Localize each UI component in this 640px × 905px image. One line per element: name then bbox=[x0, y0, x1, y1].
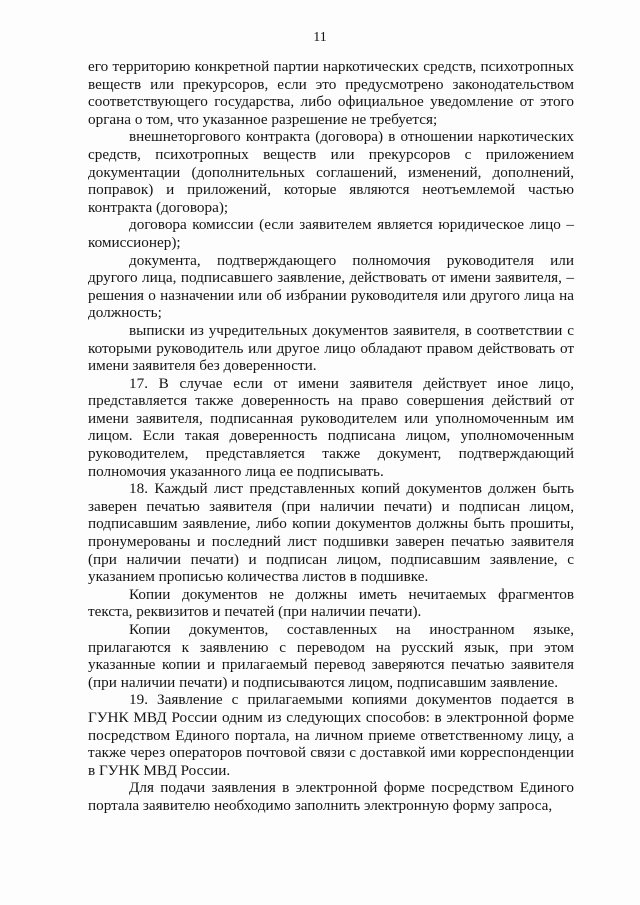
paragraph-authority-document: документа, подтверждающего полномочия руководителя или другого лица, подписавшего заявление, действовать от имени заявителя, – решения о назначении или об избрании руководителя или другого лица на должность; bbox=[88, 251, 574, 322]
page-number: 11 bbox=[313, 30, 327, 45]
document-body bbox=[88, 58, 574, 815]
paragraph-item-17: 17. В случае если от имени заявителя действует иное лицо, представляется также доверенность на право совершения действий от имени заявителя, подписанная руководителем или уполномоченным им лицом. Если такая доверенность подписана лицом, уполномоченным руководителем, представляется также документ, подтверждающий полномочия указанного лица ее подписывать. bbox=[88, 374, 574, 480]
paragraph-founding-documents-extract: выписки из учредительных документов заявителя, в соответствии с которыми руководитель или другое лицо обладают правом действовать от имени заявителя без доверенности. bbox=[88, 321, 574, 375]
paragraph-foreign-trade-contract: внешнеторгового контракта (договора) в отношении наркотических средств, психотропных веществ или прекурсоров с приложением документации (дополнительных соглашений, изменений, дополнений, поправок) и приложений, которые являются неотъемлемой частью контракта (договора); bbox=[88, 128, 574, 216]
paragraph-electronic-submission: Для подачи заявления в электронной форме посредством Единого портала заявителю необходимо заполнить электронную форму запроса, bbox=[88, 779, 574, 814]
paragraph-item-19: 19. Заявление с прилагаемыми копиями документов подается в ГУНК МВД России одним из следующих способов: в электронной форме посредством Единого портала, на личном приеме ответственному лицу, а также через операторов почтовой связи с доставкой ими корреспонденции в ГУНК МВД России. bbox=[88, 691, 574, 779]
paragraph-copies-readability: Копии документов не должны иметь нечитаемых фрагментов текста, реквизитов и печатей (при наличии печати). bbox=[88, 585, 574, 621]
paragraph-permit-continuation: его территорию конкретной партии наркотических средств, психотропных веществ или прекурсоров, если это предусмотрено законодательством соответствующего государства, либо официальное уведомление от этого органа о том, что указанное разрешение не требуется; bbox=[88, 58, 574, 128]
paragraph-commission-agreement: договора комиссии (если заявителем является юридическое лицо – комиссионер); bbox=[88, 216, 574, 251]
paragraph-foreign-language-copies: Копии документов, составленных на иностранном языке, прилагаются к заявлению с переводом на русский язык, при этом указанные копии и прилагаемый перевод заверяются печатью заявителя (при наличии печати) и подписываются лицом, подписавшим заявление. bbox=[88, 621, 574, 691]
paragraph-item-18: 18. Каждый лист представленных копий документов должен быть заверен печатью заявителя (при наличии печати) и подписан лицом, подписавшим заявление, либо копии документов должны быть прошиты, пронумерованы и последний лист подшивки заверен печатью заявителя (при наличии печати) и подписан лицом, подписавшим заявление, с указанием прописью количества листов в подшивке. bbox=[88, 480, 574, 586]
